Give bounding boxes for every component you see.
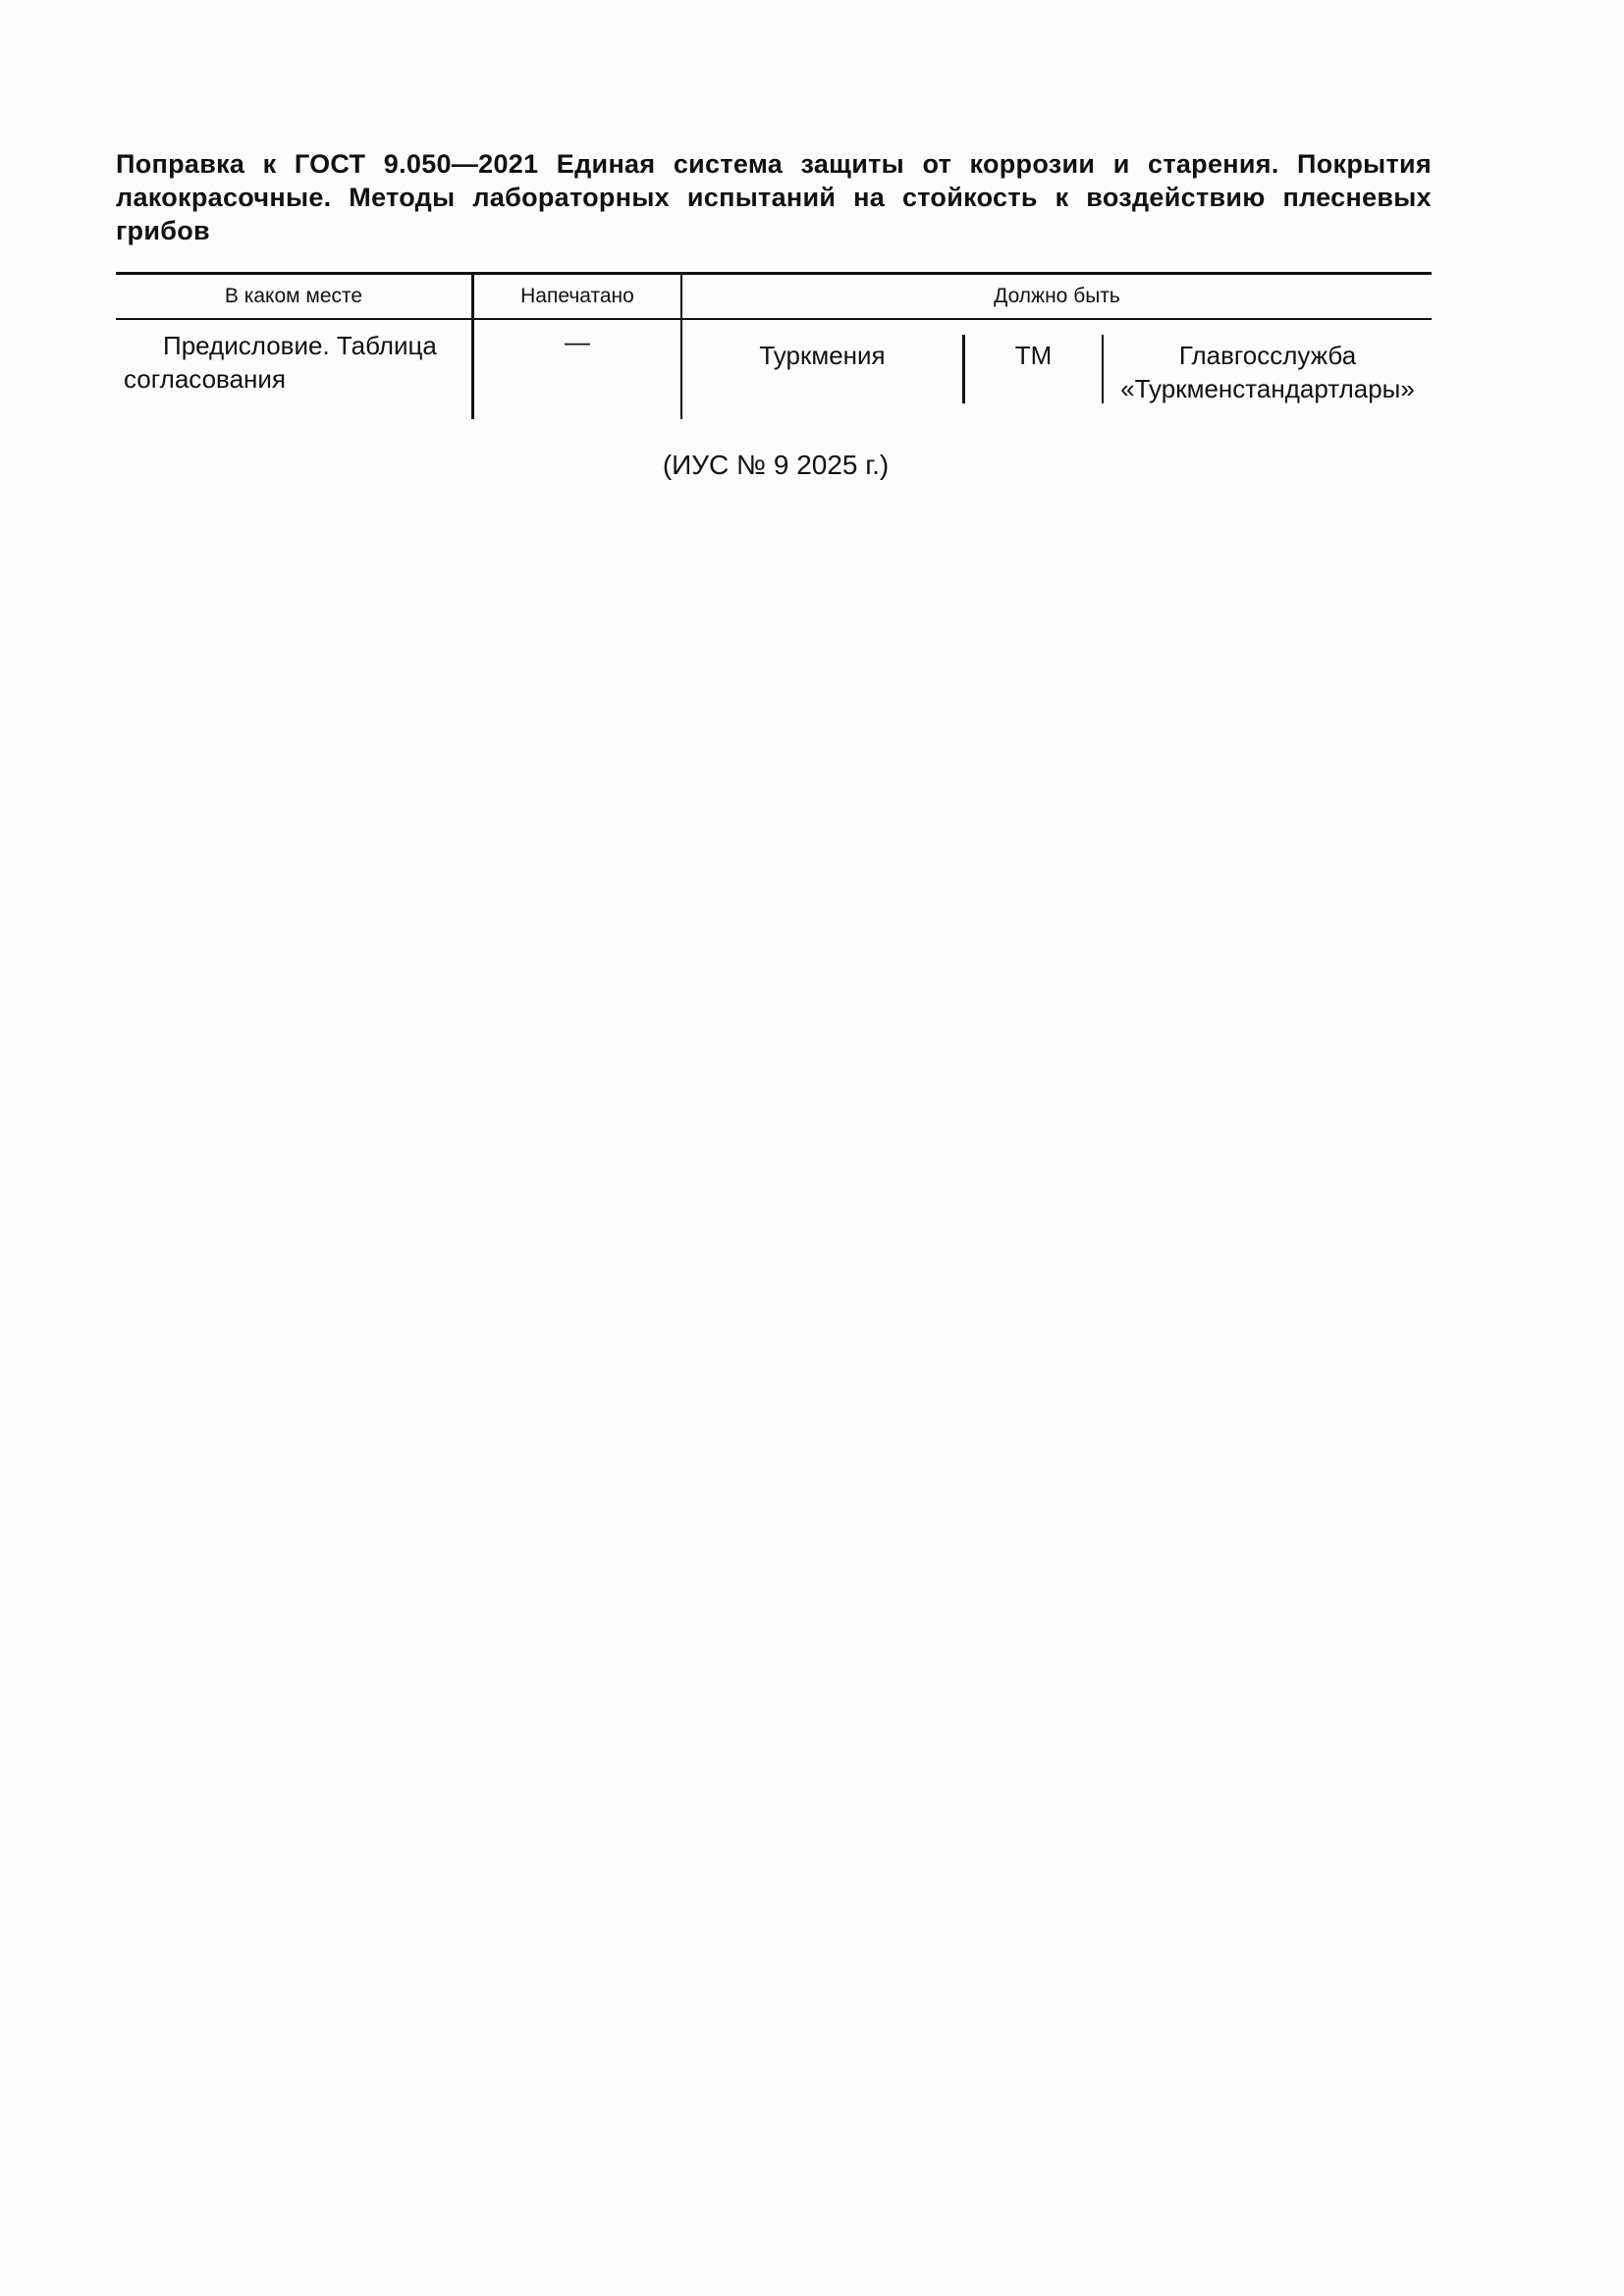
row-organization-line1: Главгосслужба [1178,341,1357,370]
row-organization [1104,339,1432,405]
row-printed: — [565,327,590,356]
header-printed: Напечатано [520,285,634,307]
row-where-line2: согласования [124,364,286,394]
header-should-be: Должно быть [994,285,1120,307]
ius-reference: (ИУС № 9 2025 г.) [662,450,890,480]
row-country: Туркмения [759,341,886,370]
row-code: TM [1014,341,1053,370]
row-where [124,329,467,396]
document-title: Поправка к ГОСТ 9.050—2021 Единая система защиты от коррозии и старения. Покрытия лакокрасочные. Методы лабораторных испытаний на стойкость к воздействию плесневых грибов [116,149,1432,245]
header-where: В каком месте [224,285,363,307]
row-where-line1: Предисловие. Таблица [163,331,437,360]
table-header-rule [116,318,1432,320]
amendment-table [116,272,1432,419]
row-organization-line2: «Туркменстандартлары» [1120,374,1415,403]
table-top-rule [116,272,1432,275]
